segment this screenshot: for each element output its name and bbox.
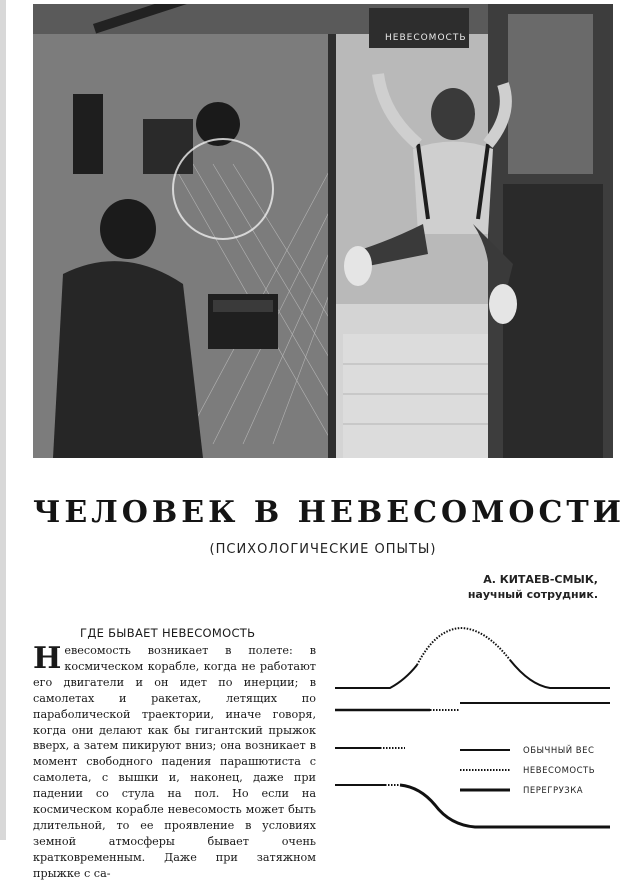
author-name: А. КИТАЕВ-СМЫК, xyxy=(483,573,598,586)
author-block xyxy=(468,572,598,602)
article-title: ЧЕЛОВЕК В НЕВЕСОМОСТИ xyxy=(33,495,626,530)
curve-top-weightless xyxy=(417,628,510,665)
article-subtitle: (ПСИХОЛОГИЧЕСКИЕ ОПЫТЫ) xyxy=(209,542,437,557)
legend-overload-label: ПЕРЕГРУЗКА xyxy=(523,786,584,796)
sign-text: НЕВЕСОМОСТЬ xyxy=(385,33,467,43)
curve-top-normal-left xyxy=(335,665,417,688)
legend-normal-label: ОБЫЧНЫЙ ВЕС xyxy=(523,746,595,756)
page-edge xyxy=(0,0,6,840)
author-role: научный сотрудник. xyxy=(467,588,598,601)
drop-cap: Н xyxy=(33,641,62,676)
body-paragraph: евесомость возникает в полете: в космическом корабле, когда не работают его двигатели и он идет по инерции; в самолетах и ракетах, летящих по параболической траектории, иначе говоря, когда они делают как бы гигантский прыжок вверх, а затем пикируют вниз; она возникает в момент свободного падения парашютиста с самолета, с вышки и, наконец, даже при падении со стула на пол. Но если на космическом корабле невесомость может быть длительной, то ее проявление в условиях земной атмосферы бывает очень кратковременным. Даже при затяжном прыжке с са- xyxy=(33,644,316,880)
gravity-diagram xyxy=(325,615,615,840)
article-body xyxy=(33,643,316,882)
legend-weightless-label: НЕВЕСОМОСТЬ xyxy=(523,766,596,776)
section-heading: ГДЕ БЫВАЕТ НЕВЕСОМОСТЬ xyxy=(80,626,256,640)
article-photo xyxy=(33,4,613,458)
curve-top-normal-right xyxy=(510,660,610,688)
